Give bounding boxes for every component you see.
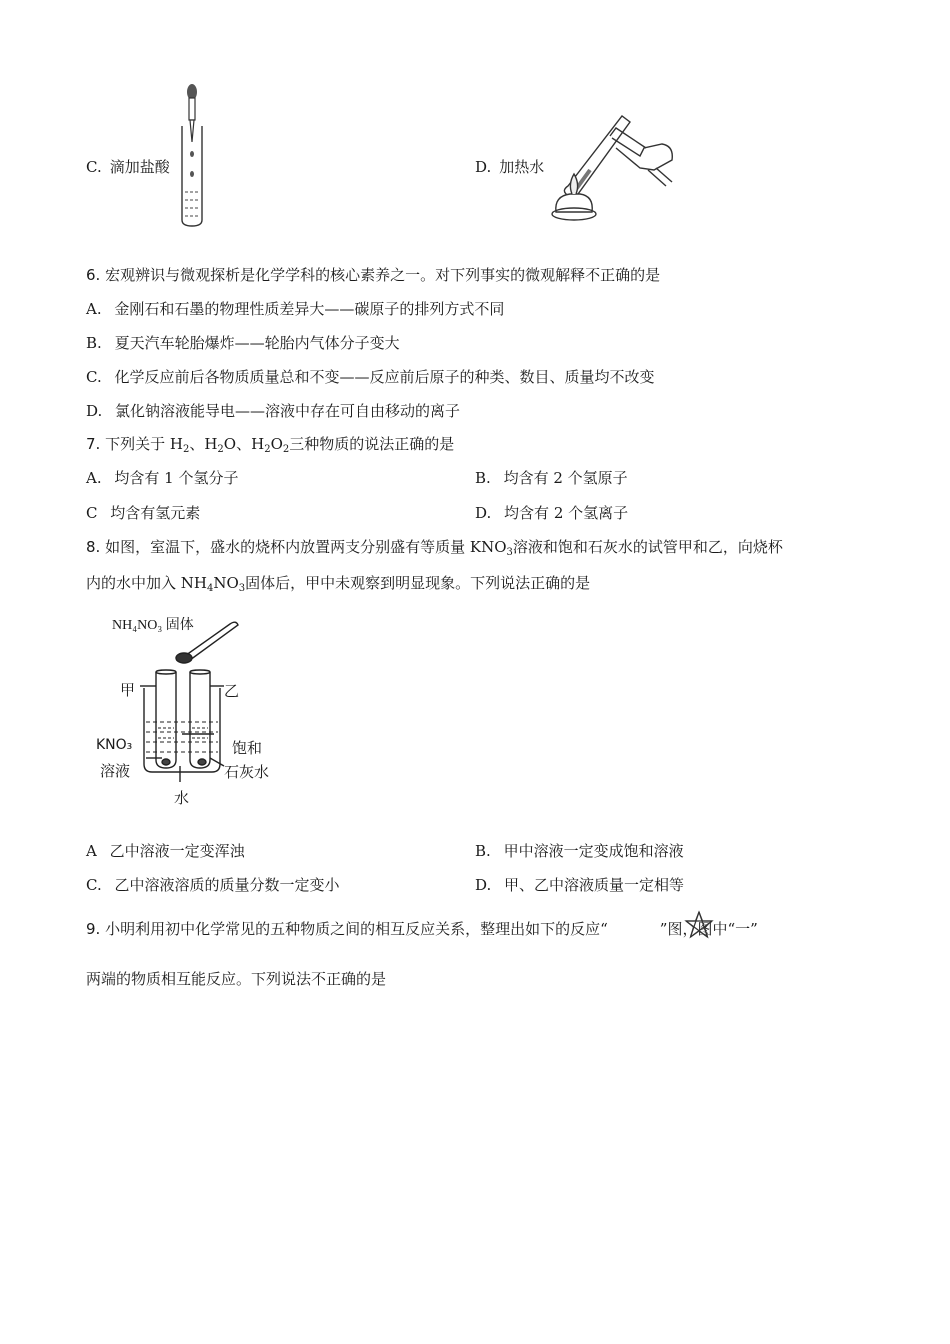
option-text: 夏天汽车轮胎爆炸——轮胎内气体分子变大 (114, 334, 400, 352)
subscript: 2 (217, 444, 224, 455)
tube-yi-label: 乙 (224, 682, 240, 700)
subscript: 3 (506, 547, 513, 558)
option-letter: D. (475, 504, 492, 522)
q5-option-d[interactable] (475, 156, 544, 177)
q8-option-a[interactable] (86, 840, 245, 861)
heating-test-tube-figure (550, 108, 680, 228)
option-text: 滴加盐酸 (109, 158, 170, 176)
option-letter: C. (86, 158, 102, 176)
stem-part: 三种物质的说法正确的是 (289, 435, 455, 453)
q8-option-c[interactable] (86, 874, 340, 895)
q7-option-b[interactable] (475, 467, 628, 488)
stem-part: 小明利用初中化学常见的五种物质之间的相互反应关系，整理出如下的反应“ (105, 920, 608, 938)
option-text: 乙中溶液溶质的质量分数一定变小 (114, 876, 340, 894)
stem-part: 如图，室温下，盛水的烧杯内放置两支分别盛有等质量 KNO (105, 538, 507, 556)
q6-option-c[interactable] (86, 366, 655, 387)
question-text: 宏观辨识与微观探析是化学学科的核心素养之一。对下列事实的微观解释不正确的是 (105, 266, 661, 284)
solid-label: NH₄NO₃ 固体 (112, 618, 194, 633)
q5-option-c[interactable] (86, 156, 170, 177)
subscript: 2 (264, 444, 271, 455)
shihuishui-label: 石灰水 (224, 763, 270, 781)
baohe-label: 饱和 (232, 739, 263, 757)
option-text: 甲中溶液一定变成饱和溶液 (503, 842, 684, 860)
subscript: 2 (182, 444, 190, 455)
option-text: 乙中溶液一定变浑浊 (109, 842, 245, 860)
q8-stem-line1 (86, 536, 783, 557)
stem-part: NO (213, 574, 239, 592)
rongye-label: 溶液 (100, 762, 131, 780)
option-text: 均含有 2 个氢原子 (503, 469, 628, 487)
option-letter: B. (86, 334, 102, 352)
question-number: 7. (86, 435, 101, 453)
shui-label: 水 (174, 789, 190, 807)
option-text: 氯化钠溶液能导电——溶液中存在可自由移动的离子 (115, 402, 461, 420)
star-icon (683, 910, 715, 940)
q6-option-b[interactable] (86, 332, 400, 353)
question-number: 9. (86, 920, 101, 938)
q7-option-a[interactable] (86, 467, 238, 488)
q6-stem (86, 264, 660, 285)
q8-option-d[interactable] (475, 874, 684, 895)
question-number: 8. (86, 538, 101, 556)
option-text: 均含有 2 个氢离子 (504, 504, 629, 522)
stem-part: 溶液和饱和石灰水的试管甲和乙，向烧杯 (512, 538, 783, 556)
stem-part: ”图，图中“一” (659, 920, 758, 938)
option-letter: D. (475, 158, 492, 176)
subscript: 2 (282, 444, 290, 455)
stem-part: O (270, 435, 283, 453)
option-letter: B. (475, 469, 491, 487)
stem-part: 两端的物质相互能反应。下列说法不正确的是 (86, 970, 387, 988)
option-letter: C (86, 504, 98, 522)
q6-option-d[interactable] (86, 400, 460, 421)
option-text: 甲、乙中溶液质量一定相等 (504, 876, 685, 894)
stem-part: 、H (189, 435, 218, 453)
option-text: 化学反应前后各物质质量总和不变——反应前后原子的种类、数目、质量均不改变 (114, 368, 655, 386)
q8-stem-line2 (86, 572, 590, 593)
stem-part: 下列关于 H (105, 435, 183, 453)
option-letter: A (86, 842, 97, 860)
option-letter: D. (475, 876, 492, 894)
option-letter: A. (86, 300, 102, 318)
dropper-test-tube-figure (176, 80, 216, 230)
option-text: 均含有氢元素 (110, 504, 201, 522)
q7-option-d[interactable] (475, 502, 628, 523)
q8-option-b[interactable] (475, 840, 684, 861)
option-letter: D. (86, 402, 103, 420)
option-text: 均含有 1 个氢分子 (114, 469, 239, 487)
stem-part: O、H (223, 435, 265, 453)
kno3-label: KNO₃ (96, 737, 133, 753)
q9-stem-line2 (86, 968, 386, 989)
stem-part: 固体后，甲中未观察到明显现象。下列说法正确的是 (245, 574, 591, 592)
option-letter: C. (86, 368, 102, 386)
option-text: 金刚石和石墨的物理性质差异大——碳原子的排列方式不同 (114, 300, 505, 318)
subscript: 4 (206, 583, 214, 594)
q9-stem-line1 (86, 918, 758, 939)
question-number: 6. (86, 266, 101, 284)
tube-jia-label: 甲 (120, 681, 136, 699)
beaker-drawing (110, 612, 280, 812)
subscript: 3 (238, 583, 246, 594)
option-letter: C. (86, 876, 102, 894)
option-letter: B. (475, 842, 491, 860)
stem-part: 内的水中加入 NH (86, 574, 207, 592)
option-text: 加热水 (499, 158, 545, 176)
q6-option-a[interactable] (86, 298, 504, 319)
option-letter: A. (86, 469, 102, 487)
q7-stem (86, 433, 454, 454)
q7-option-c[interactable] (86, 502, 200, 523)
